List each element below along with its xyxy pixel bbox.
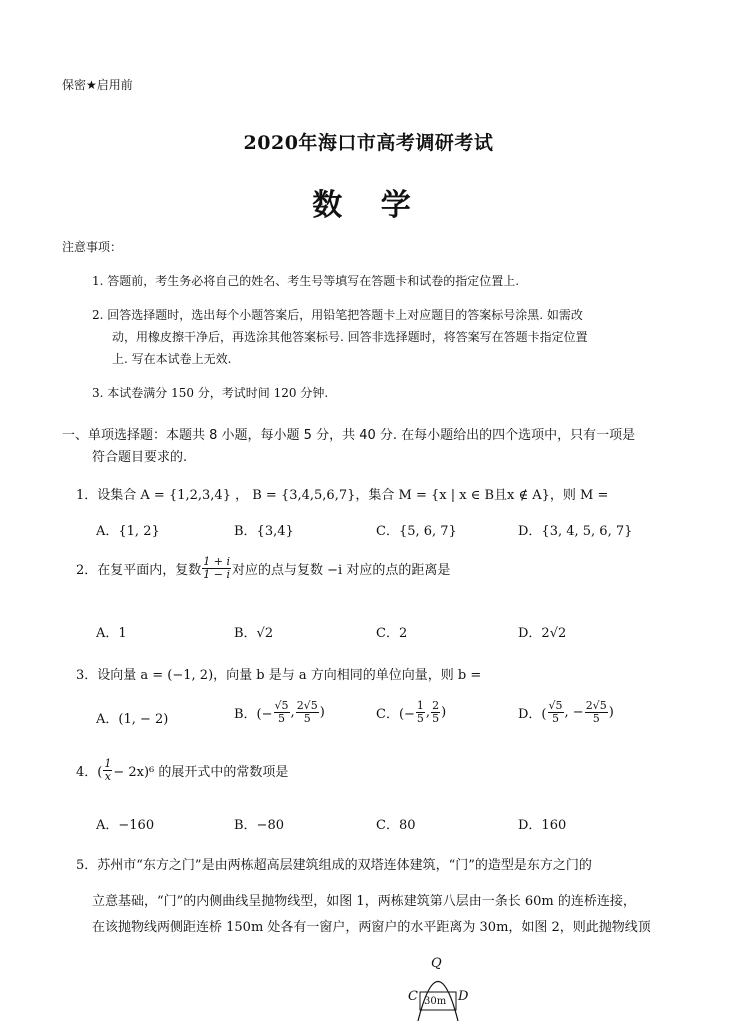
fraction-denominator: 5 xyxy=(303,712,311,725)
point-d-label: D xyxy=(458,989,469,1004)
fraction-numerator: 1 xyxy=(104,757,112,770)
option-a: A．{1, 2} xyxy=(96,524,160,539)
option-d: D．160 xyxy=(518,818,567,833)
question-stem xyxy=(76,758,288,783)
exam-title: 2020年海口市高考调研考试 xyxy=(243,132,494,154)
option-c: C．80 xyxy=(376,818,416,833)
fraction-numerator: 1 + i xyxy=(203,555,231,568)
stem-prefix: 4．( xyxy=(76,765,103,780)
option-a: A．1 xyxy=(96,626,127,641)
separator: , − xyxy=(564,705,584,720)
option-c xyxy=(376,700,446,725)
fraction xyxy=(274,700,290,725)
fraction-numerator: 2√5 xyxy=(585,699,607,712)
fraction-denominator: 1 − i xyxy=(203,568,231,581)
note-item: 2. 回答选择题时，选出每个小题答案后，用铅笔把答题卡上对应题目的答案标号涂黑. 如需改 xyxy=(92,308,583,322)
close-paren: ) xyxy=(319,705,325,720)
point-c-label: C xyxy=(408,989,418,1004)
stem-suffix: 对应的点与复数 −i 对应的点的距离是 xyxy=(232,563,451,578)
fraction xyxy=(296,700,319,725)
fraction-numerator: √5 xyxy=(274,699,289,712)
fraction-denominator: 5 xyxy=(416,712,424,725)
option-b: B．√2 xyxy=(234,626,274,641)
note-item: 上. 写在本试卷上无效. xyxy=(112,352,232,366)
fraction-numerator: 1 xyxy=(416,699,424,712)
fraction xyxy=(103,758,112,783)
option-a: A．−160 xyxy=(96,818,155,833)
option-b: B．−80 xyxy=(234,818,284,833)
note-item: 动，用橡皮擦干净后，再选涂其他答案标号. 回答非选择题时，将答案写在答题卡指定位置 xyxy=(112,330,588,344)
parabola-figure xyxy=(396,954,486,1021)
point-q-label: Q xyxy=(431,956,442,971)
fraction-numerator: 2 xyxy=(432,699,440,712)
option-b: B．{3,4} xyxy=(234,524,294,539)
fraction xyxy=(548,700,564,725)
note-item: 3. 本试卷满分 150 分，考试时间 120 分钟. xyxy=(92,386,329,400)
fraction-denominator: 5 xyxy=(592,712,600,725)
option-a: A．(1, − 2) xyxy=(96,712,169,727)
fraction xyxy=(585,700,608,725)
section-heading: 符合题目要求的. xyxy=(92,450,188,465)
option-c: C．2 xyxy=(376,626,408,641)
section-heading: 一、单项选择题：本题共 8 小题，每小题 5 分，共 40 分. 在每小题给出的四个选项中，只有一项是 xyxy=(62,428,636,443)
notes-heading: 注意事项： xyxy=(62,240,123,254)
fraction-numerator: 2√5 xyxy=(296,699,318,712)
fraction xyxy=(416,700,425,725)
option-prefix: B．(− xyxy=(234,707,273,722)
fraction xyxy=(431,700,440,725)
fraction xyxy=(202,556,231,581)
close-paren: ) xyxy=(608,705,614,720)
fraction-denominator: 5 xyxy=(432,712,440,725)
confidential-label: 保密★启用前 xyxy=(62,78,133,92)
fraction-denominator: 5 xyxy=(278,712,286,725)
fraction-numerator: √5 xyxy=(548,699,563,712)
option-d: D．{3, 4, 5, 6, 7} xyxy=(518,524,633,539)
stem-suffix: − 2x)⁶ 的展开式中的常数项是 xyxy=(113,765,289,780)
option-c: C．{5, 6, 7} xyxy=(376,524,457,539)
option-d: D．2√2 xyxy=(518,626,567,641)
question-stem: 3．设向量 a = (−1, 2)，向量 b 是与 a 方向相同的单位向量，则 b = xyxy=(76,668,482,683)
question-stem: 5．苏州市“东方之门”是由两栋超高层建筑组成的双塔连体建筑，“门”的造型是东方之门的 xyxy=(76,858,592,873)
question-stem: 在该抛物线两侧距连桥 150m 处各有一窗户，两窗户的水平距离为 30m，如图 2，则此抛物线顶 xyxy=(92,920,651,935)
separator: , xyxy=(425,705,431,720)
option-d xyxy=(518,700,614,725)
question-stem: 立意基础，“门”的内侧曲线呈抛物线型，如图 1，两栋建筑第八层由一条长 60m 的连桥连接， xyxy=(92,894,636,909)
option-b xyxy=(234,700,325,725)
subject-title: 数 学 xyxy=(312,188,425,223)
fraction-denominator: x xyxy=(104,770,111,783)
fraction-denominator: 5 xyxy=(552,712,559,725)
span-label: 30m xyxy=(424,996,447,1007)
option-prefix: C．(− xyxy=(376,707,415,722)
stem-prefix: 2．在复平面内，复数 xyxy=(76,563,202,578)
note-item: 1. 答题前，考生务必将自己的姓名、考生号等填写在答题卡和试卷的指定位置上. xyxy=(92,274,520,288)
separator: , xyxy=(290,705,295,720)
close-paren: ) xyxy=(441,705,447,720)
question-stem: 1．设集合 A = {1,2,3,4} ， B = {3,4,5,6,7}，集合 M = {x | x ∈ B且x ∉ A}，则 M = xyxy=(76,488,609,503)
option-prefix: D．( xyxy=(518,707,547,722)
question-stem xyxy=(76,556,450,581)
